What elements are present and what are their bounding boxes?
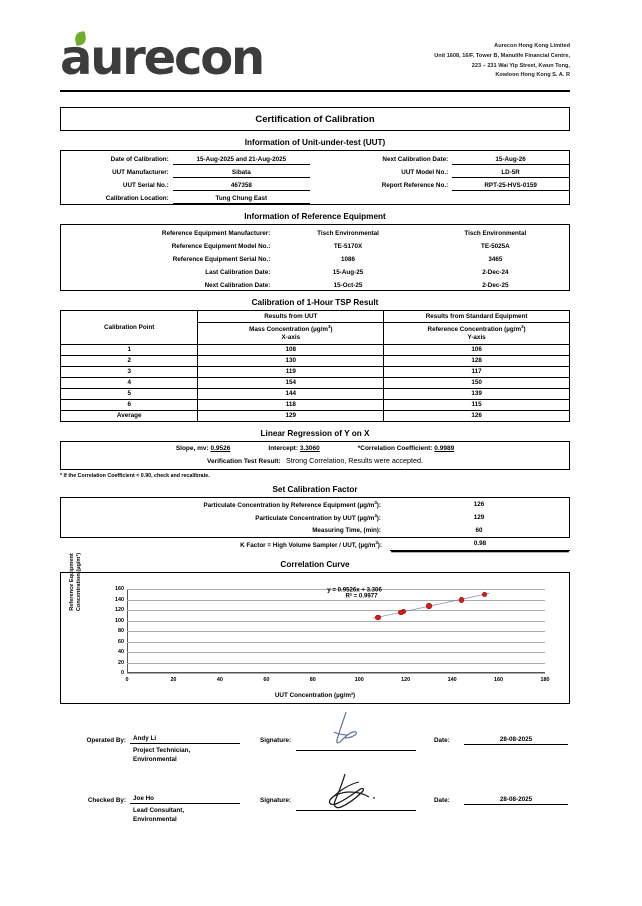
- handwritten-signature-icon: [312, 770, 390, 814]
- kfactor-table: [61, 498, 569, 537]
- field-label: Reference Equipment Serial No.:: [172, 255, 271, 263]
- y-label-line: Reference Equipment: [69, 553, 75, 611]
- field-value: 15-Aug-25: [332, 268, 364, 276]
- chart-y-tick-label: 20: [118, 659, 124, 666]
- chart-y-tick-label: 100: [115, 617, 124, 624]
- table-row: [61, 377, 570, 388]
- field-value: TE-5025A: [480, 242, 510, 250]
- cell-point: 1: [61, 344, 198, 355]
- regression-footnote: * If the Correlation Coefficient < 0.90, check and recalibrate.: [60, 472, 210, 479]
- company-address: [340, 42, 570, 81]
- intercept-field: [268, 445, 319, 452]
- chart-x-tick-label: 0: [125, 677, 129, 684]
- table-header-row: [61, 310, 570, 322]
- field-value: RPT-25-HVS-0159: [452, 177, 569, 190]
- cell-standard: 128: [384, 355, 570, 366]
- cell-point: 3: [61, 366, 198, 377]
- field-value: 60: [475, 526, 483, 534]
- title-line: Environmental: [133, 816, 177, 824]
- cell-standard: 106: [384, 344, 570, 355]
- regression-section-heading: Linear Regression of Y on X: [260, 428, 370, 438]
- signature-row-operated: [60, 730, 570, 764]
- checked-by-name: Joe Ho: [130, 790, 240, 804]
- chart-x-tick-label: 160: [494, 677, 504, 684]
- ref-section-heading: Information of Reference Equipment: [244, 211, 386, 221]
- cell-average-uut: 129: [198, 410, 384, 421]
- kfactor-result-row: [60, 538, 570, 552]
- operated-by-title: [130, 744, 240, 764]
- uut-section-heading: Information of Unit-under-test (UUT): [244, 138, 386, 147]
- regression-block: [60, 441, 570, 470]
- chart-y-tick-label: 40: [118, 649, 124, 656]
- field-label: Next Calibration Date:: [204, 281, 271, 289]
- field-value: 3465: [488, 255, 503, 263]
- operated-by-label: Operated By:: [86, 737, 126, 745]
- date-field: [464, 730, 568, 745]
- intercept-label: Intercept:: [268, 444, 299, 452]
- chart-y-tick-label: 140: [115, 596, 124, 603]
- table-row: [61, 225, 569, 238]
- field-value: 15-Aug-26: [452, 151, 569, 164]
- chart-data-point: [426, 603, 432, 609]
- table-row: [61, 388, 570, 399]
- signature-field: [296, 790, 416, 811]
- table-row: [61, 399, 570, 410]
- field-value: [452, 190, 569, 203]
- y-label-line: (µg/m³): [75, 552, 82, 572]
- field-value: 126: [473, 500, 485, 508]
- chart-x-tick-label: 120: [401, 677, 411, 684]
- checked-by-name-col: [130, 790, 240, 824]
- cell-uut: 108: [198, 344, 384, 355]
- field-value: 1086: [341, 255, 356, 263]
- table-row: [61, 498, 569, 511]
- cell-point: 5: [61, 388, 198, 399]
- table-row: [61, 355, 570, 366]
- table-row: [61, 177, 569, 190]
- field-label-suffix: ):: [376, 514, 381, 522]
- col-group-uut: Results from UUT: [198, 310, 384, 322]
- chart-gridline: [127, 673, 545, 674]
- axis-label: Y-axis: [467, 334, 486, 342]
- field-value: 467358: [173, 177, 310, 190]
- subheader-text: Mass Concentration (µg/m: [249, 325, 328, 333]
- cell-standard: 115: [384, 399, 570, 410]
- date-label: Date:: [434, 797, 450, 805]
- correlation-field: [358, 445, 454, 452]
- cell-uut: 144: [198, 388, 384, 399]
- cell-average-label: Average: [61, 410, 198, 421]
- signature-section: [60, 730, 570, 825]
- ref-info-table: [61, 225, 569, 290]
- field-label: Reference Equipment Model No.:: [171, 242, 271, 250]
- chart-x-tick-label: 100: [354, 677, 364, 684]
- signature-label: Signature:: [260, 737, 292, 745]
- subheader-text: Reference Concentration (µg/m: [427, 325, 522, 333]
- verification-label: Verification Test Result:: [206, 457, 281, 465]
- field-label-text: Particulate Concentration by UUT (µg/m: [255, 514, 375, 522]
- superscript: 3: [521, 323, 524, 329]
- chart-annotation: y = 0.9526x + 3.306: [327, 586, 382, 594]
- table-row: [61, 164, 569, 177]
- field-label: Date of Calibration:: [110, 156, 169, 163]
- y-label-line: Concentration: [75, 573, 82, 612]
- kfactor-block: [60, 497, 570, 538]
- spacer: [310, 177, 341, 190]
- cell-point: 4: [61, 377, 198, 388]
- field-value: 2-Dec-25: [482, 281, 509, 289]
- chart-trendline: [127, 586, 545, 673]
- company-address-line: 223 – 231 Wai Yip Street, Kwun Tong,: [471, 62, 570, 69]
- table-row: [61, 151, 569, 164]
- table-row: [61, 277, 569, 290]
- signature-field: [296, 730, 416, 751]
- field-value: 15-Aug-2025 and 21-Aug-2025: [173, 151, 310, 164]
- chart-y-tick-label: 60: [118, 638, 124, 645]
- company-address-line: Unit 1608, 16/F, Tower B, Manulife Financial Centre,: [434, 52, 570, 59]
- chart-x-tick-label: 140: [447, 677, 457, 684]
- table-row: [61, 511, 569, 524]
- signature-label: Signature:: [260, 797, 292, 805]
- correlation-value: 0.9989: [434, 444, 455, 452]
- date-label: Date:: [434, 737, 450, 745]
- field-label: [61, 511, 389, 524]
- field-label: Reference Equipment Manufacturer:: [161, 229, 271, 237]
- logo-wordmark: aurecon: [60, 30, 263, 86]
- chart-x-tick-label: 40: [216, 677, 223, 684]
- table-row-average: [61, 410, 570, 421]
- title-line: Project Technician,: [133, 747, 191, 755]
- table-row: [61, 264, 569, 277]
- chart-x-tick-label: 80: [309, 677, 316, 684]
- spacer: [310, 164, 341, 177]
- superscript: 3: [374, 512, 377, 518]
- title-line: Environmental: [133, 756, 177, 764]
- chart-y-tick-label: 80: [118, 628, 124, 635]
- kfactor-label-text: K Factor = High Volume Sampler / UUT, (µg/m: [240, 541, 376, 549]
- checked-date-value: 28-08-2025: [464, 790, 568, 805]
- superscript: 3: [374, 499, 377, 505]
- checked-by-label: Checked By:: [87, 797, 126, 805]
- field-label-suffix: ):: [376, 501, 381, 509]
- chart-x-tick-label: 180: [540, 677, 550, 684]
- signature-row-checked: [60, 790, 570, 824]
- slope-label: Slope, mv:: [175, 444, 209, 452]
- chart-x-axis-label: UUT Concentration (µg/m³): [274, 692, 356, 700]
- field-value: 2-Dec-24: [482, 268, 509, 276]
- chart-plot-area: [115, 586, 550, 684]
- chart-y-axis-label: [69, 543, 85, 621]
- cell-uut: 130: [198, 355, 384, 366]
- field-label: Measuring Time, (min):: [312, 526, 381, 534]
- superscript: 3: [375, 539, 378, 545]
- kfactor-section-heading: Set Calibration Factor: [272, 484, 358, 494]
- aurecon-logo: [60, 32, 290, 90]
- uut-info-table: [61, 151, 569, 204]
- uut-info-block: [60, 150, 570, 205]
- table-row: [61, 251, 569, 264]
- field-value: Tung Chung East: [173, 190, 310, 203]
- page-header: [60, 32, 570, 94]
- cell-average-standard: 126: [384, 410, 570, 421]
- chart-x-tick-label: 60: [263, 677, 270, 684]
- cell-uut: 118: [198, 399, 384, 410]
- kfactor-value: 0.98: [390, 538, 570, 551]
- table-row: [61, 524, 569, 537]
- field-label: UUT Manufacturer:: [112, 169, 169, 176]
- field-value: LD-5R: [452, 164, 569, 177]
- field-label: UUT Model No.:: [401, 169, 449, 176]
- operated-date-value: 28-08-2025: [464, 730, 568, 745]
- table-row: [60, 538, 570, 551]
- header-divider: [60, 90, 570, 92]
- col-subheader-standard: Reference Concentration $(\mu g/m^3)$ Y-axis: [384, 322, 570, 344]
- company-address-line: Aurecon Hong Kong Limited: [494, 43, 570, 49]
- field-label: Calibration Location:: [105, 195, 169, 202]
- slope-field: [176, 445, 231, 452]
- ref-info-block: [60, 224, 570, 291]
- handwritten-signature-icon: [312, 710, 382, 750]
- certificate-page: [60, 0, 570, 906]
- col-header-calibration-point: Calibration Point: [61, 310, 198, 344]
- chart-data-point: [375, 615, 381, 621]
- field-value: TE-5170X: [333, 242, 363, 250]
- cell-standard: 139: [384, 388, 570, 399]
- results-section-heading: Calibration of 1-Hour TSP Result: [251, 297, 379, 307]
- verification-value: Strong Correlation, Results were accepted.: [285, 455, 424, 465]
- table-row: [61, 366, 570, 377]
- slope-value: 0.9526: [210, 444, 231, 452]
- intercept-value: 3.3060: [299, 444, 320, 452]
- table-row: [61, 238, 569, 251]
- chart-y-tick-label: 160: [115, 586, 124, 593]
- field-value: Tisch Environmental: [317, 229, 379, 237]
- field-label: [340, 190, 452, 203]
- operated-by-name-col: [130, 730, 240, 764]
- field-value: Tisch Environmental: [464, 229, 527, 237]
- cell-uut: 154: [198, 377, 384, 388]
- cell-uut: 119: [198, 366, 384, 377]
- chart-annotation: R² = 0.9977: [345, 592, 378, 600]
- page-title-text: Certification of Calibration: [255, 113, 375, 125]
- verification-result-row: [61, 456, 569, 465]
- chart-y-tick-label: 120: [115, 607, 124, 614]
- cell-point: 2: [61, 355, 198, 366]
- chart-section-heading: Correlation Curve: [280, 560, 350, 570]
- field-label: Next Calibration Date:: [382, 156, 449, 163]
- field-value: Sibata: [173, 164, 310, 177]
- field-label: Report Reference No.:: [381, 182, 449, 189]
- date-field: [464, 790, 568, 805]
- field-label: UUT Serial No.:: [122, 182, 169, 189]
- axis-label: X-axis: [281, 334, 301, 342]
- chart-data-point: [459, 597, 465, 603]
- field-label: [61, 498, 389, 511]
- field-value: 15-Oct-25: [333, 281, 363, 289]
- correlation-label: *Correlation Coefficient:: [357, 444, 433, 452]
- table-row: [61, 190, 569, 203]
- field-label-text: Particulate Concentration by Reference Equipment (µg/m: [203, 501, 375, 509]
- title-line: Lead Consultant,: [133, 807, 185, 815]
- regression-stats-row: [61, 445, 569, 452]
- chart-y-tick-label: 0: [121, 670, 124, 677]
- calibration-results-table: [60, 310, 570, 422]
- spacer: [310, 151, 341, 164]
- field-value: 129: [473, 513, 485, 521]
- company-address-line: Kowloon Hong Kong S. A. R: [495, 72, 570, 79]
- cell-standard: 150: [384, 377, 570, 388]
- chart-x-tick-label: 20: [170, 677, 177, 684]
- table-row: [61, 344, 570, 355]
- field-label: Last Calibration Date:: [205, 268, 271, 276]
- cell-point: 6: [61, 399, 198, 410]
- spacer: [310, 190, 341, 203]
- operated-by-name: Andy Li: [130, 730, 240, 744]
- cell-standard: 117: [384, 366, 570, 377]
- kfactor-label: [60, 538, 390, 551]
- kfactor-label-suffix: ):: [377, 541, 382, 549]
- superscript: 3: [327, 323, 331, 329]
- page-title: [60, 107, 570, 131]
- col-subheader-uut: Mass Concentration $(\mu g/m^3)$ X-axis: [198, 322, 384, 344]
- col-group-standard: Results from Standard Equipment: [384, 310, 570, 322]
- checked-by-title: [130, 804, 240, 824]
